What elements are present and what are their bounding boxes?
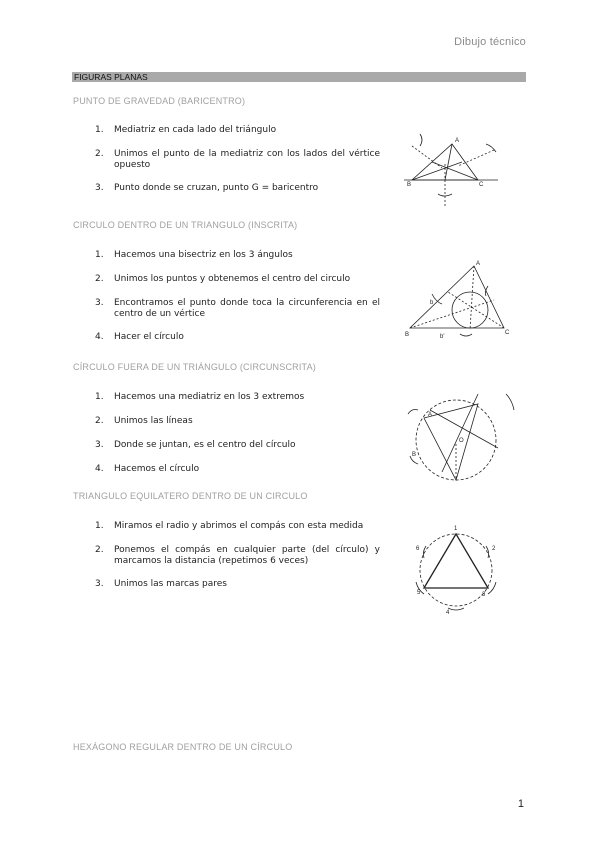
section-bar: FIGURAS PLANAS (72, 72, 526, 82)
vertex-label-c: C (505, 330, 510, 336)
mark-label-3: 3 (482, 592, 486, 598)
vertex-label-b: B (412, 452, 417, 458)
mark-label-1: 1 (454, 526, 458, 532)
list-item: 3. Unimos las marcas pares (95, 579, 227, 589)
list-item: 2. Unimos el punto de la mediatriz con los lados del vértice opuesto (95, 149, 380, 170)
section-title-baricentro: PUNTO DE GRAVEDAD (BARICENTRO) (73, 96, 246, 106)
list-item: 2. Unimos los puntos y obtenemos el centro del circulo (95, 274, 351, 284)
baricentro-diagram (402, 124, 506, 210)
list-item: 4. Hacemos el círculo (95, 464, 200, 474)
list-item: 3. Donde se juntan, es el centro del círculo (95, 440, 296, 450)
list-item: 3. Punto donde se cruzan, punto G = baricentro (95, 183, 319, 193)
vertex-label-a: A (428, 412, 433, 418)
list-item: 1. Hacemos una bisectriz en los 3 ángulos (95, 250, 293, 260)
circunscrita-diagram (402, 388, 520, 484)
section-title-equilatero: TRIANGULO EQUILATERO DENTRO DE UN CIRCULO (73, 491, 308, 501)
point-label-b-prime: b' (440, 334, 445, 340)
steps-list-baricentro (95, 125, 380, 194)
list-item: 1. Mediatriz en cada lado del triángulo (95, 125, 277, 135)
steps-list-inscrita (95, 250, 380, 343)
vertex-label-a: A (476, 261, 481, 267)
list-item: 1. Hacemos una mediatriz en los 3 extremos (95, 392, 305, 402)
list-item: 1. Miramos el radio y abrimos el compás con esta medida (95, 521, 364, 531)
vertex-label-b: B (407, 182, 412, 188)
list-item: 3. Encontramos el punto donde toca la circunferencia en el centro de un vértice (95, 298, 380, 319)
section-title-inscrita: CIRCULO DENTRO DE UN TRIANGULO (INSCRITA) (73, 220, 298, 230)
vertex-label-c: C (479, 182, 484, 188)
steps-list-equilatero (95, 521, 380, 590)
mark-label-4: 4 (446, 610, 450, 616)
vertex-label-a: A (455, 138, 460, 144)
page-number: 1 (517, 798, 524, 810)
mark-label-6: 6 (416, 546, 420, 552)
list-item: 2. Ponemos el compás en cualquier parte (del círculo) y marcamos la distancia (repetimos 6 veces) (95, 545, 380, 566)
list-item: 4. Hacer el círculo (95, 332, 184, 342)
mark-label-5: 5 (417, 590, 421, 596)
section-title-hexagono: HEXÁGONO REGULAR DENTRO DE UN CÍRCULO (73, 742, 293, 752)
section-title-circunscrita: CÍRCULO FUERA DE UN TRIÁNGULO (CIRCUNSCRITA) (73, 362, 316, 372)
inscrita-diagram (404, 258, 514, 340)
steps-list-circunscrita (95, 392, 380, 475)
document-header-title: Dibujo técnico (454, 36, 526, 48)
vertex-label-b: B (405, 332, 410, 338)
equilatero-diagram (412, 520, 502, 616)
point-label-b-small: b (430, 300, 434, 306)
mark-label-2: 2 (492, 546, 496, 552)
list-item: 2. Unimos las líneas (95, 416, 193, 426)
center-label-o: O (459, 438, 464, 444)
